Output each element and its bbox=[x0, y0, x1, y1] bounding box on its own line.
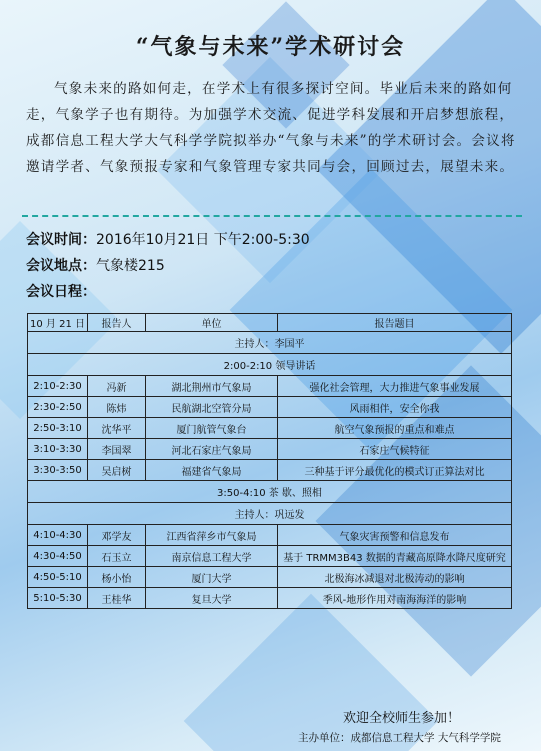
table-cell: 冯新 bbox=[88, 376, 146, 397]
table-header-cell: 报告题目 bbox=[278, 314, 512, 332]
table-row bbox=[28, 439, 512, 460]
dashed-divider bbox=[22, 215, 522, 217]
meeting-agenda bbox=[26, 281, 96, 301]
table-row bbox=[28, 588, 512, 609]
session-cell: 2:00-2:10 领导讲话 bbox=[28, 354, 512, 376]
table-cell: 季风-地形作用对南海海洋的影响 bbox=[278, 588, 512, 609]
table-cell: 沈华平 bbox=[88, 418, 146, 439]
table-cell: 北极海冰减退对北极涛动的影响 bbox=[278, 567, 512, 588]
table-row-break bbox=[28, 481, 512, 503]
table-cell: 石玉立 bbox=[88, 546, 146, 567]
intro-paragraph: 气象未来的路如何走，在学术上有很多探讨空间。毕业后未来的路如何走，气象学子也有期待。为加强学术交流、促进学科发展和开启梦想旅程，成都信息工程大学大气科学学院拟举办“气象与未来”的学术研讨会。会议将邀请学者、气象预报专家和气象管理专家共同与会，回顾过去，展望未来。 bbox=[26, 81, 516, 175]
table-row-host bbox=[28, 332, 512, 354]
table-cell: 2:10-2:30 bbox=[28, 376, 88, 397]
table-cell: 石家庄气候特征 bbox=[278, 439, 512, 460]
meeting-time-label: 会议时间： bbox=[26, 232, 96, 248]
table-cell: 厦门大学 bbox=[146, 567, 278, 588]
table-cell: 风雨相伴，安全你我 bbox=[278, 397, 512, 418]
host-cell: 主持人：李国平 bbox=[28, 332, 512, 354]
table-cell: 5:10-5:30 bbox=[28, 588, 88, 609]
table-cell: 三种基于评分最优化的模式订正算法对比 bbox=[278, 460, 512, 481]
table-cell: 吴启树 bbox=[88, 460, 146, 481]
table-cell: 复旦大学 bbox=[146, 588, 278, 609]
table-cell: 福建省气象局 bbox=[146, 460, 278, 481]
table-cell: 4:50-5:10 bbox=[28, 567, 88, 588]
table-cell: 3:10-3:30 bbox=[28, 439, 88, 460]
break-cell: 3:50-4:10 茶 歇、照相 bbox=[28, 481, 512, 503]
table-cell: 南京信息工程大学 bbox=[146, 546, 278, 567]
table-cell: 厦门航管气象台 bbox=[146, 418, 278, 439]
table-header-row bbox=[28, 314, 512, 332]
table-cell: 航空气象预报的重点和难点 bbox=[278, 418, 512, 439]
welcome-text: 欢迎全校师生参加！ bbox=[343, 711, 461, 726]
table-cell: 江西省萍乡市气象局 bbox=[146, 525, 278, 546]
table-cell: 王桂华 bbox=[88, 588, 146, 609]
table-row bbox=[28, 546, 512, 567]
table-row-session bbox=[28, 354, 512, 376]
schedule-block-2 bbox=[28, 525, 512, 609]
table-cell: 3:30-3:50 bbox=[28, 460, 88, 481]
table-cell: 邓学友 bbox=[88, 525, 146, 546]
schedule-block-1 bbox=[28, 376, 512, 481]
meeting-place-label: 会议地点： bbox=[26, 258, 96, 274]
table-row-host bbox=[28, 503, 512, 525]
table-cell: 4:10-4:30 bbox=[28, 525, 88, 546]
table-cell: 基于 TRMM3B43 数据的青藏高原降水降尺度研究 bbox=[278, 546, 512, 567]
page-title: “气象与未来”学术研讨会 bbox=[135, 34, 406, 60]
table-cell: 杨小怡 bbox=[88, 567, 146, 588]
schedule-table bbox=[27, 313, 512, 609]
table-cell: 李国翠 bbox=[88, 439, 146, 460]
table-cell: 河北石家庄气象局 bbox=[146, 439, 278, 460]
table-row bbox=[28, 376, 512, 397]
table-cell: 气象灾害预警和信息发布 bbox=[278, 525, 512, 546]
table-cell: 强化社会管理，大力推进气象事业发展 bbox=[278, 376, 512, 397]
host-cell: 主持人：巩远发 bbox=[28, 503, 512, 525]
meeting-time-value: 2016年10月21日 下午2:00-5:30 bbox=[96, 232, 310, 248]
meeting-agenda-label: 会议日程： bbox=[26, 284, 96, 300]
table-cell: 2:30-2:50 bbox=[28, 397, 88, 418]
meeting-time bbox=[26, 229, 310, 249]
organizer-text: 主办单位：成都信息工程大学 大气科学学院 bbox=[298, 732, 501, 744]
table-header-cell: 10 月 21 日 bbox=[28, 314, 88, 332]
meeting-place-value: 气象楼215 bbox=[96, 258, 165, 274]
table-cell: 陈炜 bbox=[88, 397, 146, 418]
table-header-cell: 单位 bbox=[146, 314, 278, 332]
table-cell: 2:50-3:10 bbox=[28, 418, 88, 439]
table-row bbox=[28, 460, 512, 481]
table-row bbox=[28, 567, 512, 588]
table-row bbox=[28, 525, 512, 546]
table-cell: 民航湖北空管分局 bbox=[146, 397, 278, 418]
table-cell: 4:30-4:50 bbox=[28, 546, 88, 567]
table-cell: 湖北荆州市气象局 bbox=[146, 376, 278, 397]
meeting-place bbox=[26, 255, 165, 275]
table-row bbox=[28, 418, 512, 439]
table-header-cell: 报告人 bbox=[88, 314, 146, 332]
table-row bbox=[28, 397, 512, 418]
